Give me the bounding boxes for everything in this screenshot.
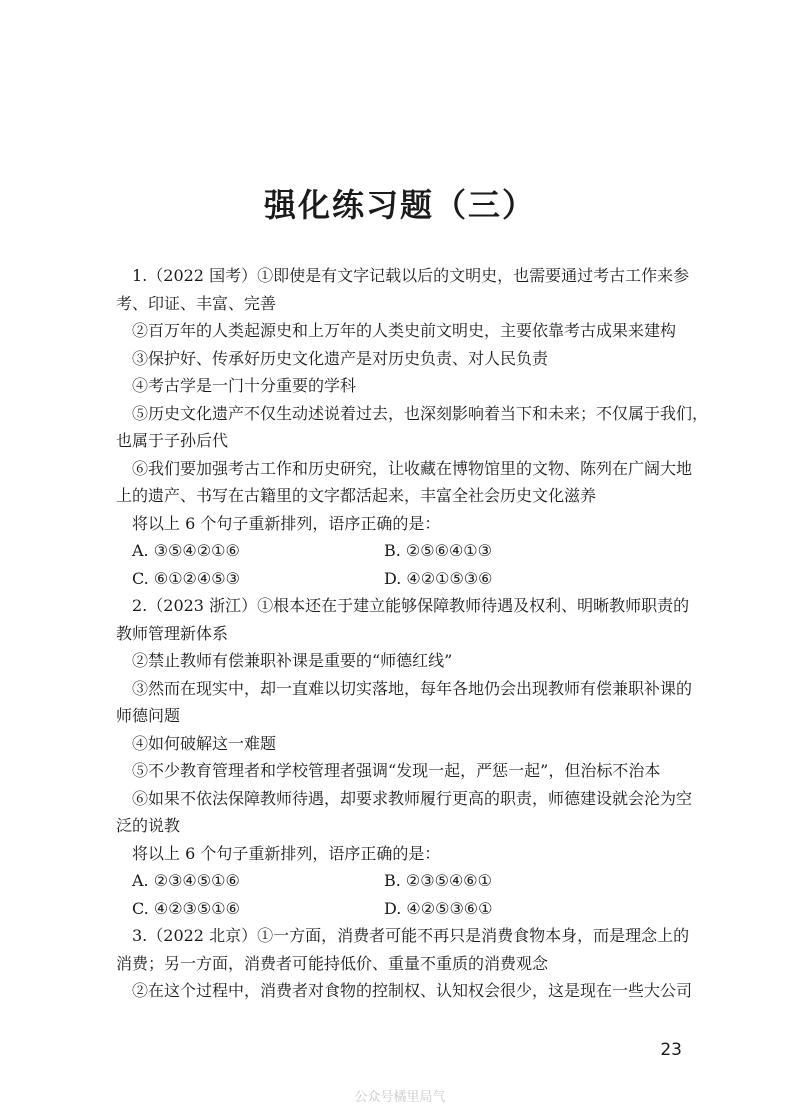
- q2-sentence-3a: ③然而在现实中，却一直难以切实落地，每年各地仍会出现教师有偿兼职补课的: [132, 678, 693, 698]
- q2-option-c: C. ④②③⑤①⑥: [132, 898, 240, 918]
- q2-option-b: B. ②③⑤④⑥①: [384, 871, 492, 890]
- q1-sentence-6b: 上的遗产、书写在古籍里的文字都活起来，丰富全社会历史文化滋养: [116, 486, 597, 505]
- q2-sentence-2: ②禁止教师有偿兼职补课是重要的“师德红线”: [132, 651, 453, 670]
- q2-option-d: D. ④②⑤③⑥①: [384, 898, 493, 918]
- q1-prompt: 将以上 6 个句子重新排列，语序正确的是：: [132, 513, 441, 533]
- q2-sentence-6a: ⑥如果不依法保障教师待遇，却要求教师履行更高的职责，师德建设就会沦为空: [132, 788, 693, 808]
- q1-line-2: 考、印证、丰富、完善: [116, 293, 277, 313]
- q1-sentence-5b: 也属于子孙后代: [116, 431, 229, 450]
- q2-sentence-4: ④如何破解这一难题: [132, 733, 277, 753]
- q1-options-row-1: [116, 537, 694, 565]
- q1-option-b: B. ②⑤⑥④①③: [384, 541, 492, 560]
- q1-options-row-2: [116, 565, 694, 593]
- q1-sentence-6a: ⑥我们要加强考古工作和历史研究，让收藏在博物馆里的文物、陈列在广阔大地: [132, 458, 693, 478]
- q1-option-a: A. ③⑤④②①⑥: [132, 541, 240, 560]
- q2-options-row-2: [116, 895, 694, 923]
- q2-sentence-6b: 泛的说教: [116, 816, 181, 835]
- q2-sentence-3b: 师德问题: [116, 706, 181, 725]
- q1-sentence-5a: ⑤历史文化遗产不仅生动述说着过去，也深刻影响着当下和未来；不仅属于我们，: [132, 403, 709, 423]
- q2-options-row-1: [116, 867, 694, 895]
- q1-option-c: C. ⑥①②④⑤③: [132, 568, 240, 588]
- q3-line-1: 3.（2022 北京）①一方面，消费者可能不再只是消费食物本身，而是理念上的: [132, 926, 690, 945]
- q2-prompt: 将以上 6 个句子重新排列，语序正确的是：: [132, 843, 441, 863]
- q1-option-d: D. ④②①⑤③⑥: [384, 568, 493, 588]
- watermark: 公众号橘里局气: [354, 1090, 446, 1105]
- q1-sentence-2: ②百万年的人类起源史和上万年的人类史前文明史，主要依靠考古成果来建构: [132, 321, 677, 340]
- exercise-content: [116, 262, 709, 1005]
- q2-sentence-5: ⑤不少教育管理者和学校管理者强调“发现一起，严惩一起”，但治标不治本: [132, 761, 661, 780]
- page-title: 强化练习题（三）: [263, 186, 536, 224]
- page-number: 23: [660, 1040, 682, 1060]
- q2-line-2: 教师管理新体系: [116, 623, 229, 643]
- q3-sentence-2: ②在这个过程中，消费者对食物的控制权、认知权会很少，这是现在一些大公司: [132, 981, 693, 1000]
- q2-option-a: A. ②③④⑤①⑥: [132, 871, 240, 890]
- q1-sentence-4: ④考古学是一门十分重要的学科: [132, 376, 357, 395]
- q2-line-1: 2.（2023 浙江）①根本还在于建立能够保障教师待遇及权利、明晰教师职责的: [132, 596, 690, 615]
- q1-sentence-3: ③保护好、传承好历史文化遗产是对历史负责、对人民负责: [132, 348, 549, 368]
- q3-line-2: 消费；另一方面，消费者可能持低价、重量不重质的消费观念: [116, 953, 549, 973]
- q1-line-1: 1.（2022 国考）①即使是有文字记载以后的文明史，也需要通过考古工作来参: [132, 266, 690, 285]
